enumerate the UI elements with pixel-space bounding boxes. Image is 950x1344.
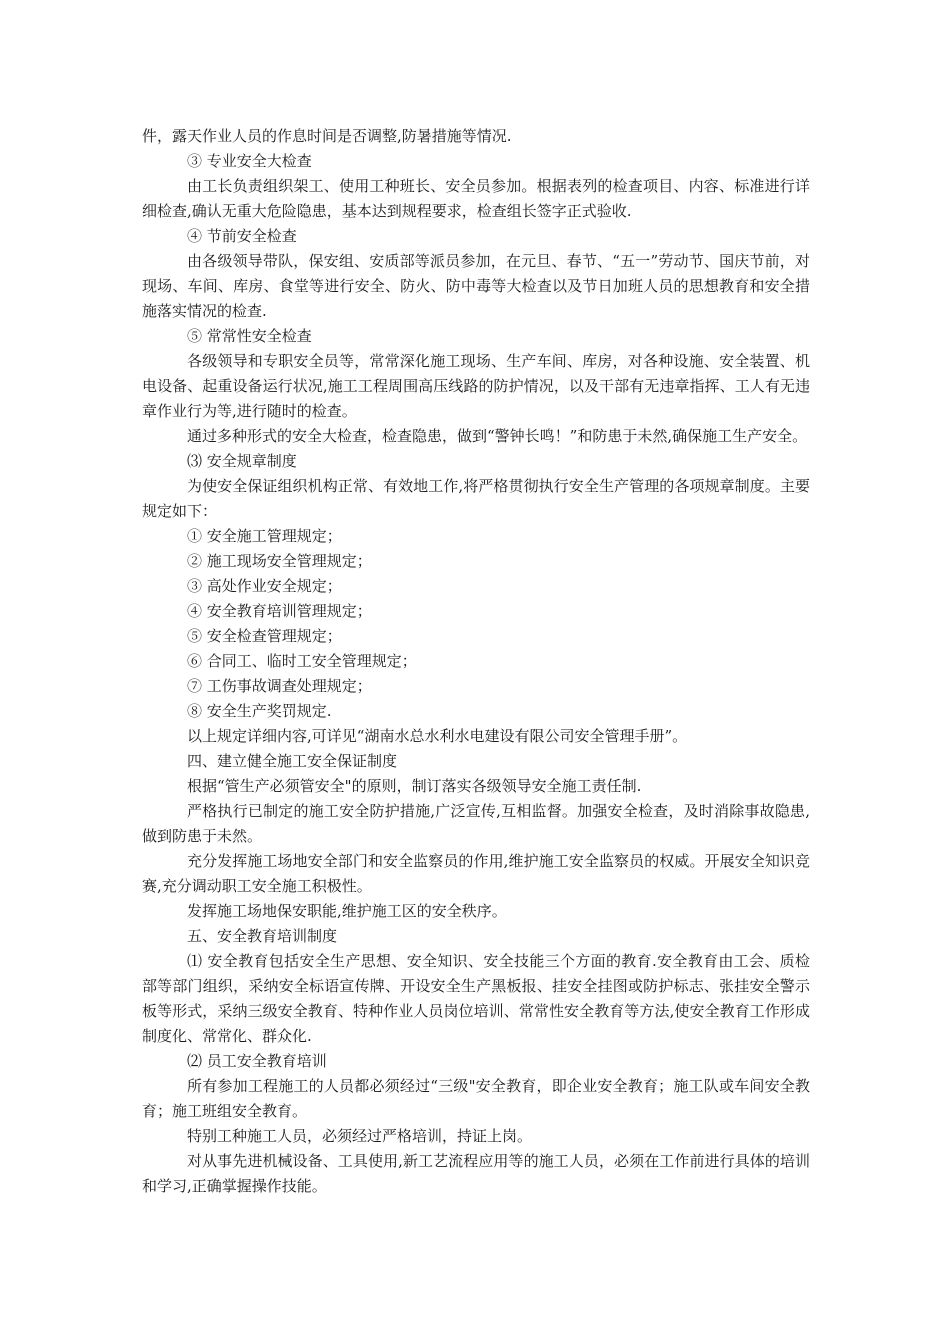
paragraph: ⑦ 工伤事故调查处理规定； <box>187 677 372 695</box>
paragraph: 以上规定详细内容,可详见“湖南水总水利水电建设有限公司安全管理手册”。 <box>187 727 688 745</box>
paragraph: 通过多种形式的安全大检查，检查隐患，做到“警钟长鸣！”和防患于未然,确保施工生产安全。 <box>187 427 808 445</box>
paragraph: 特别工种施工人员，必须经过严格培训，持证上岗。 <box>187 1127 533 1145</box>
paragraph: 充分发挥施工场地安全部门和安全监察员的作用,维护施工安全监察员的权威。开展安全知识竞赛,充分调动职工安全施工积极性。 <box>142 852 810 895</box>
paragraph: ② 施工现场安全管理规定； <box>187 552 372 570</box>
paragraph: ③ 高处作业安全规定； <box>187 577 342 595</box>
paragraph: 由各级领导带队，保安组、安质部等派员参加，在元旦、春节、“五一”劳动节、国庆节前，对现场、车间、库房、食堂等进行安全、防火、防中毒等大检查以及节日加班人员的思想教育和安全措施落实情况的检查. <box>142 252 810 320</box>
paragraph: 各级领导和专职安全员等，常常深化施工现场、生产车间、库房，对各种设施、安全装置、机电设备、起重设备运行状况,施工工程周围高压线路的防护情况，以及干部有无违章指挥、工人有无违章作业行为等,进行随时的检查。 <box>142 352 810 420</box>
document-body <box>142 124 810 1199</box>
paragraph: ⑥ 合同工、临时工安全管理规定； <box>187 652 417 670</box>
paragraph: 五、安全教育培训制度 <box>187 927 338 945</box>
paragraph: ⑶ 安全规章制度 <box>187 452 297 470</box>
paragraph: 为使安全保证组织机构正常、有效地工作,将严格贯彻执行安全生产管理的各项规章制度。主要规定如下： <box>142 477 810 520</box>
paragraph: 四、建立健全施工安全保证制度 <box>187 752 398 770</box>
paragraph: ⑴ 安全教育包括安全生产思想、安全知识、安全技能三个方面的教育.安全教育由工会、质检部等部门组织，采纳安全标语宣传牌、开设安全生产黑板报、挂安全挂图或防护标志、张挂安全警示板等形式，采纳三级安全教育、特种作业人员岗位培训、常常性安全教育等方法,使安全教育工作形成制度化、常常化、群众化. <box>142 952 810 1045</box>
paragraph: 由工长负责组织架工、使用工种班长、安全员参加。根据表列的检查项目、内容、标准进行详细检查,确认无重大危险隐患，基本达到规程要求，检查组长签字正式验收. <box>142 177 810 220</box>
paragraph: ⑤ 安全检查管理规定； <box>187 627 342 645</box>
paragraph: ⑤ 常常性安全检查 <box>187 327 312 345</box>
paragraph: 根据“管生产必须管安全"的原则，制订落实各级领导安全施工责任制. <box>187 777 642 795</box>
paragraph: ④ 节前安全检查 <box>187 227 297 245</box>
paragraph: ① 安全施工管理规定； <box>187 527 342 545</box>
paragraph: 所有参加工程施工的人员都必须经过“三级"安全教育，即企业安全教育；施工队或车间安全教育；施工班组安全教育。 <box>142 1077 810 1120</box>
paragraph: ④ 安全教育培训管理规定； <box>187 602 372 620</box>
paragraph: ⑧ 安全生产奖罚规定. <box>187 702 332 720</box>
paragraph: ③ 专业安全大检查 <box>187 152 312 170</box>
paragraph: ⑵ 员工安全教育培训 <box>187 1052 327 1070</box>
paragraph: 严格执行已制定的施工安全防护措施,广泛宣传,互相监督。加强安全检查，及时消除事故隐患,做到防患于未然。 <box>142 802 810 845</box>
paragraph: 发挥施工场地保安职能,维护施工区的安全秩序。 <box>187 902 507 920</box>
paragraph: 对从事先进机械设备、工具使用,新工艺流程应用等的施工人员，必须在工作前进行具体的培训和学习,正确掌握操作技能。 <box>142 1152 810 1195</box>
paragraph: 件，露天作业人员的作息时间是否调整,防暑措施等情况. <box>142 127 512 145</box>
